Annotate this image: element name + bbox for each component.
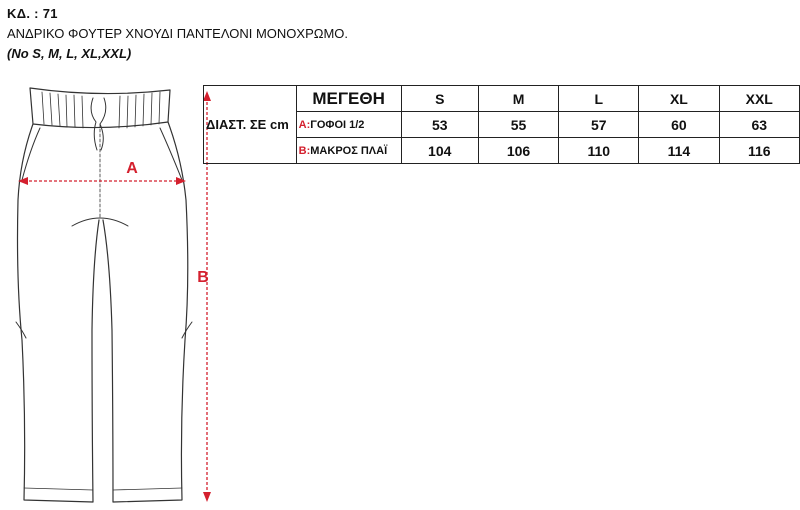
table-cell: 55 [478, 112, 558, 138]
row-label-side-length [296, 138, 401, 164]
table-cell: 57 [559, 112, 639, 138]
size-header-l: L [559, 86, 639, 112]
label-b: B [197, 269, 209, 286]
product-code: ΚΔ. : 71 [7, 6, 58, 21]
table-cell: 110 [559, 138, 639, 164]
size-header-xl: XL [639, 86, 719, 112]
table-cell: 104 [401, 138, 478, 164]
size-chart-title: ΜΕΓΕΘΗ [296, 86, 401, 112]
table-cell: 53 [401, 112, 478, 138]
table-cell: 60 [639, 112, 719, 138]
drawstring [91, 98, 106, 150]
product-description: ΑΝΔΡΙΚΟ ΦΟΥΤΕΡ ΧΝΟΥΔΙ ΠΑΝΤΕΛΟΝΙ ΜΟΝΟΧΡΩΜΟ. [7, 26, 349, 41]
table-cell: 106 [478, 138, 558, 164]
label-a: A [126, 160, 138, 177]
size-header-s: S [401, 86, 478, 112]
size-chart-corner-label: ΔΙΑΣΤ. ΣΕ cm [204, 86, 297, 164]
table-cell: 63 [719, 112, 800, 138]
row-text-a: ΓΟΦΟΙ 1/2 [310, 118, 365, 131]
measure-b-arrow-bottom [203, 492, 211, 502]
available-sizes: (No S, M, L, XL,XXL) [7, 46, 132, 61]
table-cell: 116 [719, 138, 800, 164]
table-cell: 114 [639, 138, 719, 164]
right-leg-outline [103, 122, 188, 502]
right-pocket [160, 128, 182, 180]
size-chart-table [203, 85, 800, 164]
size-header-xxl: XXL [719, 86, 800, 112]
size-header-m: M [478, 86, 558, 112]
row-label-hips [296, 112, 401, 138]
size-chart-header-row [204, 86, 800, 112]
row-letter-a: A: [298, 118, 311, 131]
row-letter-b: B: [298, 144, 311, 157]
row-text-b: ΜΑΚΡΟΣ ΠΛΑΪ [310, 144, 388, 157]
